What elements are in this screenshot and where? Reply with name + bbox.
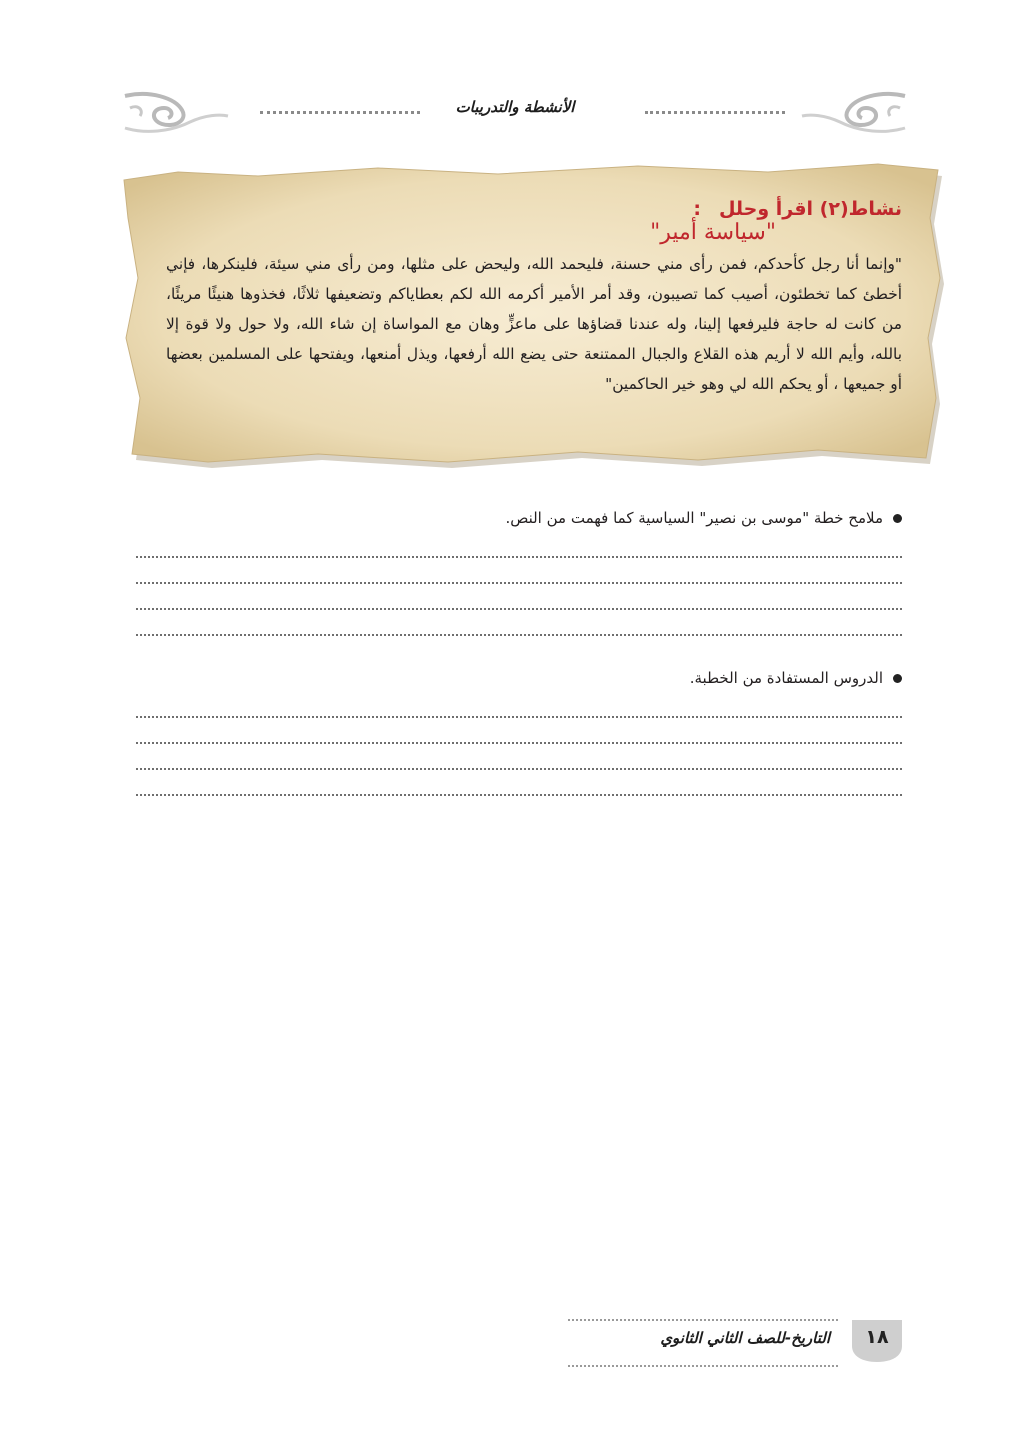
excerpt-title: "سياسة أمير": [650, 220, 776, 245]
activity-heading-text: نشاط(٢) اقرأ وحلل: [718, 198, 902, 220]
question-2-line: [136, 664, 902, 692]
answer-line[interactable]: [136, 742, 902, 744]
question-1-text: ملامح خطة "موسى بن نصير" السياسية كما فهمت من النص.: [505, 509, 883, 527]
bullet-icon: [893, 514, 902, 523]
question-2-text: الدروس المستفادة من الخطبة.: [689, 669, 883, 687]
question-2: [136, 664, 902, 796]
answer-line[interactable]: [136, 794, 902, 796]
page-number: ١٨: [865, 1326, 889, 1348]
page-section-title: الأنشطة والتدريبات: [455, 98, 575, 116]
footer-dots-bottom: [568, 1365, 838, 1367]
left-ornament-icon: [120, 88, 230, 136]
activity-card: [118, 158, 944, 468]
activity-heading-colon: :: [693, 198, 701, 220]
footer-dots-top: [568, 1319, 838, 1321]
page-footer: [560, 1314, 910, 1374]
question-1: [136, 504, 902, 636]
right-ornament-icon: [800, 88, 910, 136]
activity-content: [166, 198, 902, 399]
answer-line[interactable]: [136, 768, 902, 770]
excerpt-body: "وإنما أنا رجل كأحدكم، فمن رأى مني حسنة، فليحمد الله، وليحض على مثلها، ومن رأى مني سيئة، فلينكرها، فإني أخطئ كما تخطئون، أصيب كما تصيبون، وقد أمر الأمير أكرمه الله لكم بعطاياكم وتضعيفها ثلاثًا، فخذوها هنيئًا مريئًا، من كانت له حاجة فليرفعها إلينا، وله عندنا قضاؤها على ماعزٍّ وهان مع المواساة إن شاء الله، ولا حول ولا قوة إلا بالله، وأيم الله لا أريم هذه القلاع والجبال الممتنعة حتى يضع الله أرفعها، ويذل أمنعها، ويفتحها على المسلمين بعضها أو جميعها ، أو يحكم الله لي وهو خير الحاكمين": [166, 255, 902, 393]
header-dots-left: [260, 111, 420, 114]
activity-heading: [166, 198, 902, 220]
bullet-icon: [893, 674, 902, 683]
question-1-line: [136, 504, 902, 532]
header-dots-right: [645, 111, 785, 114]
answer-line[interactable]: [136, 582, 902, 584]
footer-book-title: التاريخ-للصف الثاني الثانوي: [660, 1329, 830, 1347]
answer-line[interactable]: [136, 716, 902, 718]
answer-line[interactable]: [136, 556, 902, 558]
answer-line[interactable]: [136, 608, 902, 610]
answer-line[interactable]: [136, 634, 902, 636]
page-header: [120, 88, 910, 136]
